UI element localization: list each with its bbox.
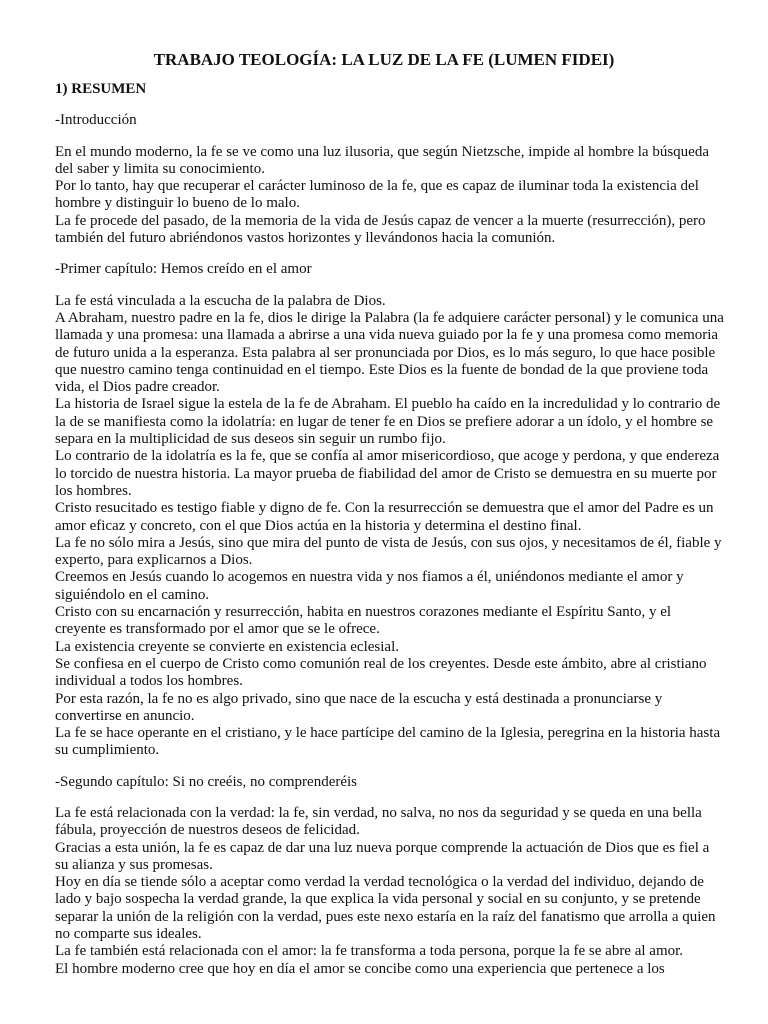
paragraph: La historia de Israel sigue la estela de la fe de Abraham. El pueblo ha caído en la incredulidad y lo contrario de la de se manifiesta como la idolatría: en lugar de tener fe en Dios se prefiere adorar a un ídolo, y el hombre se separa en la multiplicidad de sus deseos sin seguir un rumbo fijo. [55,396,721,448]
chapter1-text [55,293,725,760]
paragraph: Gracias a esta unión, la fe es capaz de dar una luz nueva porque comprende la actuación de Dios que es fiel a su alianza y sus promesas. [55,839,710,873]
paragraph: La fe procede del pasado, de la memoria de la vida de Jesús capaz de vencer a la muerte (resurrección), pero también del futuro abriéndonos vastos horizontes y llevándonos hacia la comunión. [55,212,706,247]
paragraph: La fe no sólo mira a Jesús, sino que mira del punto de vista de Jesús, con sus ojos, y necesitamos de él, fiable y experto, para explicarnos a Dios. [55,534,722,569]
paragraph: La fe se hace operante en el cristiano, y le hace partícipe del camino de la Iglesia, peregrina en la historia hasta su cumplimiento. [55,725,721,759]
paragraph: Lo contrario de la idolatría es la fe, que se confía al amor misericordioso, que acoge y perdona, y que endereza lo torcido de nuestra historia. La mayor prueba de fiabilidad del amor de Cristo se demuestra en su muerte por los hombres. [55,448,720,499]
chapter2-heading: -Segundo capítulo: Si no creéis, no comprenderéis [55,773,358,790]
intro-text [55,144,725,248]
paragraph: El hombre moderno cree que hoy en día el amor se concibe como una experiencia que pertenece a los [55,960,665,977]
paragraph: Se confiesa en el cuerpo de Cristo como comunión real de los creyentes. Desde este ámbito, abre al cristiano individual a todos los hombres. [55,655,707,690]
paragraph: La fe está vinculada a la escucha de la palabra de Dios. [55,292,386,309]
paragraph: Creemos en Jesús cuando lo acogemos en nuestra vida y nos fiamos a él, uniéndonos mediante el amor y siguiéndolo en el camino. [55,569,684,603]
chapter1-heading: -Primer capítulo: Hemos creído en el amor [55,261,312,278]
paragraph: Hoy en día se tiende sólo a aceptar como verdad la verdad tecnológica o la verdad del individuo, dejando de lado y bajo sospecha la verdad grande, la que explica la vida personal y social en su conjunto, y se pretende separar la unión de la religión con la verdad, pues este nexo estaría en la raíz del fanatismo que arrolla a quien no comparte sus ideales. [55,874,716,943]
paragraph: Cristo con su encarnación y resurrección, habita en nuestros corazones mediante el Espíritu Santo, y el creyente es transformado por el amor que se le ofrece. [55,604,672,638]
paragraph: Por lo tanto, hay que recuperar el carácter luminoso de la fe, que es capaz de iluminar toda la existencia del hombre y distinguir lo bueno de lo malo. [55,178,699,212]
document-body [55,81,725,992]
paragraph: En el mundo moderno, la fe se ve como una luz ilusoria, que según Nietzsche, impide al hombre la búsqueda del saber y limita su conocimiento. [55,143,709,177]
paragraph: A Abraham, nuestro padre en la fe, dios le dirige la Palabra (la fe adquiere carácter personal) y le comunica una llamada y una promesa: una llamada a abrirse a una vida nueva guiado por la fe y una promesa como memoria de futuro unida a la esperanza. Esta palabra al ser pronunciada por Dios, es lo más seguro, lo que hace posible que nuestro camino tenga continuidad en el tiempo. Este Dios es la fuente de bondad de la que proviene toda vida, el Dios padre creador. [55,309,724,396]
paragraph: Cristo resucitado es testigo fiable y digno de fe. Con la resurrección se demuestra que el amor del Padre es un amor eficaz y concreto, con el que Dios actúa en la historia y determina el destino final. [55,500,714,534]
document-title: TRABAJO TEOLOGÍA: LA LUZ DE LA FE (LUMEN FIDEI) [153,50,615,69]
section-heading: 1) RESUMEN [55,81,147,97]
paragraph: La fe también está relacionada con el amor: la fe transforma a toda persona, porque la fe se abre al amor. [55,943,684,960]
chapter2-text [55,805,725,978]
paragraph: La fe está relacionada con la verdad: la fe, sin verdad, no salva, no nos da seguridad y se queda en una bella fábula, proyección de nuestros deseos de felicidad. [55,804,702,839]
paragraph: La existencia creyente se convierte en existencia eclesial. [55,638,399,655]
paragraph: Por esta razón, la fe no es algo privado, sino que nace de la escucha y está destinada a pronunciarse y convertirse en anuncio. [55,690,663,724]
intro-heading: -Introducción [55,112,137,129]
